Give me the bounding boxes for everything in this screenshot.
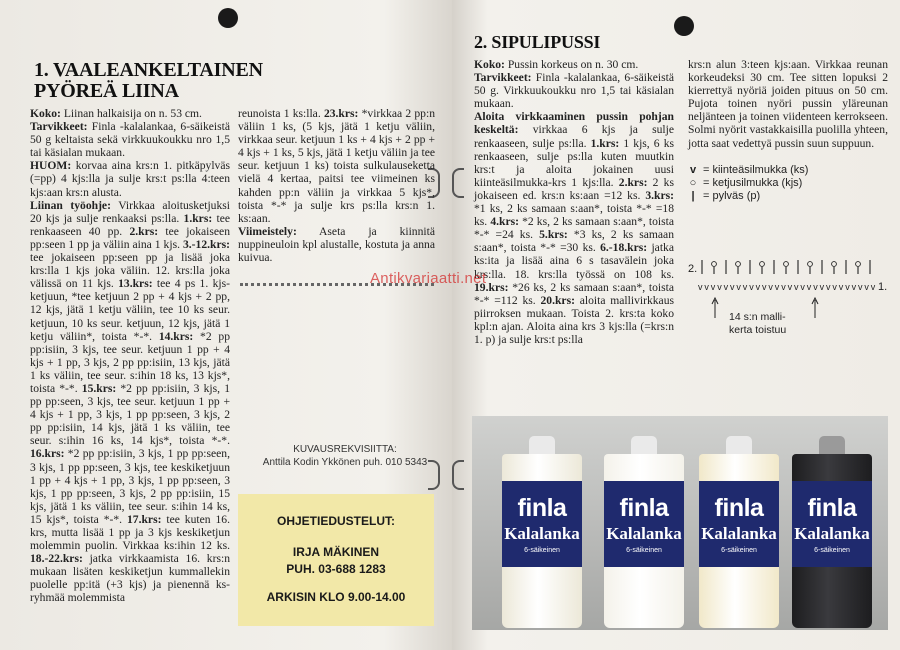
chart-chain-stitch	[712, 262, 717, 267]
legend-text: = kiinteäsilmukka (ks)	[703, 164, 809, 176]
chart-single-crochet: v	[832, 282, 837, 292]
product-sublabel: 6-säikeinen	[626, 546, 662, 554]
product-name: Kalalanka	[701, 523, 777, 543]
chart-single-crochet: v	[845, 282, 850, 292]
binder-hole-icon	[674, 16, 694, 36]
pattern-title	[34, 60, 263, 102]
chart-row-1	[698, 282, 876, 292]
chart-single-crochet: v	[806, 282, 812, 292]
legend-row	[688, 190, 808, 203]
legend-text: = pylväs (p)	[703, 190, 761, 202]
thread-spool	[699, 436, 779, 628]
chart-single-crochet: v	[819, 282, 825, 292]
contact-name: IRJA MÄKINEN	[292, 545, 380, 559]
stitch-chart	[688, 256, 888, 356]
binder-hole-icon	[218, 8, 238, 28]
chart-chain-stitch	[760, 262, 765, 267]
chart-chain-stitch	[856, 262, 861, 267]
spool-label	[699, 481, 779, 567]
chart-single-crochet: v	[774, 282, 780, 292]
product-sublabel: 6-säikeinen	[814, 546, 850, 554]
brand-name: finla	[619, 493, 669, 522]
chart-single-crochet: v	[742, 282, 748, 292]
staple-icon	[452, 460, 464, 490]
chart-single-crochet: v	[870, 282, 876, 292]
legend-symbol: |	[691, 190, 695, 202]
instruction-paragraph: Koko: Pussin korkeus on n. 30 cm.	[474, 58, 639, 71]
product-sublabel: 6-säikeinen	[721, 546, 757, 554]
contact-box	[238, 494, 434, 626]
thread-spool	[502, 436, 582, 628]
chart-single-crochet: v	[864, 282, 869, 292]
chart-single-crochet: v	[800, 282, 805, 292]
thread-spool	[792, 436, 872, 628]
chart-single-crochet: v	[723, 282, 729, 292]
product-name: Kalalanka	[606, 523, 682, 543]
chart-single-crochet: v	[762, 282, 767, 292]
instruction-paragraph: Tarvikkeet: Finla -kalalankaa, 6-säikeistä 50 g. Virkkuukoukku nro 1,5 tai käsialan mukaan.	[474, 71, 674, 111]
chart-single-crochet: v	[826, 282, 831, 292]
chart-single-crochet: v	[858, 282, 863, 292]
instruction-paragraph: Viimeistely: Aseta ja kiinnitä nuppineuloin kpl alustalle, kostuta ja anna kuivua.	[238, 224, 435, 265]
symbol-legend	[688, 164, 808, 203]
brand-name: finla	[517, 493, 567, 522]
photo-credits	[250, 443, 440, 469]
thread-spool	[604, 436, 684, 628]
spool-label	[502, 481, 582, 567]
chart-single-crochet: v	[794, 282, 799, 292]
title-line: PYÖREÄ LIINA	[34, 80, 179, 102]
caption-line: 14 s:n malli-	[729, 311, 786, 323]
chart-single-crochet: v	[704, 282, 709, 292]
chart-row-label: 2.	[688, 263, 698, 275]
chart-single-crochet: v	[813, 282, 818, 292]
pattern-title: 2. SIPULIPUSSI	[474, 32, 601, 52]
spool-label	[604, 481, 684, 567]
legend-symbol: v	[689, 164, 697, 176]
chart-single-crochet: v	[755, 282, 761, 292]
chart-single-crochet: v	[768, 282, 773, 292]
instruction-paragraph: Tarvikkeet: Finla -kalalankaa, 6-säikeistä 50 g keltaista sekä virkkuukoukku nro 1,5 tai käsialan mukaan.	[30, 120, 230, 160]
chart-chain-stitch	[784, 262, 789, 267]
instruction-paragraph: Liinan työohje: Virkkaa aloitusketjuksi 20 kjs ja sulje renkaaksi ps:lla. 1.krs: tee renkaaseen 40 pp. 2.krs: tee jokaiseen pp:seen 1 pp ja väliin aina 1 kjs. 3.-12.krs: tee jokaiseen pp:seen pp ja lisää joka krs:lla 1 kjs joka väliin. 12. krs:lla joka välissä on 11 kjs. 13.krs: tee 4 ps 1. kjs-ketjuun, *tee ketjuun 2 pp + 4 kjs + 2 pp, 12 kjs, jätä 1 ketju väliin, tee 10 ks seur. ketjuun, 10 ks seur. ketjuun, 12 kjs, jätä 1 ketju väliin*, toista *-*. 14.krs: *2 pp pp:isiin, 3 kjs, tee seur. ketjuun 1 pp + 4 kjs + 1 pp, 3 kjs, 2 pp pp:isiin, 13 kjs, jätä 1 ks väliin, tee seur. s:ihin 18 ks, 13 kjs*, toista *-*. 15.krs: *2 pp pp:isiin, 3 kjs, 1 pp pp:seen, 3 kjs, tee seur. ketjuun 1 pp + 4 kjs + 1 pp, 3 kjs, 1 pp pp:seen, 3 kjs, 2 pp pp:isiin, 14 kjs, jätä 1 ks väliin, tee seur. s:ihin 16 ks, 14 kjs*, toista *-*. 16.krs: *2 pp pp:isiin, 3 kjs, 1 pp pp:seen, 3 kjs, 1 pp pp:seen, 3 kjs, tee keskiketjuun 1 pp + 4 kjs + 1 pp, 3 kjs, 1 pp pp:seen, 3 kjs, 1 pp pp:seen, 3 kjs, 2 pp pp:isiin, 15 kjs, jätä 1 ks väliin, tee seur. s:ihin 14 ks, 15 kjs*, toista *-*. 17.krs: tee kuten 16. krs, mutta lisää 1 pp ja 3 kjs keskiketjun molemmin puolin. Virkkaa ks:ihin 12 ks. 18.-22.krs: jatka virkkaamista 16. krs:n mukaan lisäten keskiketjun kummallekin puolelle pp:itä (+3 kjs) ja pienennä ks-ryhmää molemmista	[30, 198, 230, 605]
contact-phone: PUH. 03-688 1283	[286, 562, 386, 576]
caption-line: kerta toistuu	[729, 324, 787, 336]
legend-symbol: ○	[689, 177, 697, 189]
chart-single-crochet: v	[851, 282, 857, 292]
legend-row	[688, 177, 808, 190]
chart-single-crochet: v	[749, 282, 754, 292]
spool-label	[792, 481, 872, 567]
contact-heading: OHJETIEDUSTELUT:	[276, 514, 395, 528]
chart-single-crochet: v	[736, 282, 741, 292]
instructions-column-1	[474, 58, 674, 346]
product-photo	[472, 416, 888, 630]
staple-icon	[452, 168, 464, 198]
chart-single-crochet: v	[838, 282, 844, 292]
chart-row-label: 1.	[878, 281, 888, 293]
chart-single-crochet: v	[781, 282, 786, 292]
instructions-column-1	[30, 107, 230, 605]
brand-name: finla	[714, 493, 764, 522]
contact-hours: ARKISIN KLO 9.00-14.00	[266, 590, 406, 604]
chart-row-2	[702, 260, 870, 274]
credits-text: Anttila Kodin Ykkönen puh. 010 5343	[262, 457, 428, 468]
instructions-column-2	[688, 58, 888, 150]
product-name: Kalalanka	[794, 523, 870, 543]
legend-row	[688, 164, 808, 177]
product-sublabel: 6-säikeinen	[524, 546, 560, 554]
chart-single-crochet: v	[787, 282, 793, 292]
instructions-column-2	[238, 107, 435, 264]
brand-name: finla	[807, 493, 857, 522]
credits-heading: KUVAUSREKVISIITTA:	[293, 444, 397, 455]
chart-single-crochet: v	[730, 282, 735, 292]
instruction-paragraph: Koko: Liinan halkaisija on n. 53 cm.	[30, 107, 202, 120]
chart-chain-stitch	[808, 262, 813, 267]
watermark-text: Antikvariaatti.net	[370, 270, 487, 287]
chart-single-crochet: v	[717, 282, 722, 292]
chart-single-crochet: v	[698, 282, 703, 292]
legend-text: = ketjusilmukka (kjs)	[703, 177, 803, 189]
instruction-paragraph: HUOM: korvaa aina krs:n 1. pitkäpylväs (=pp) 4 kjs:lla ja sulje krs:t ps:lla 4:teen kjs:aan krs:n alusta.	[30, 159, 230, 199]
chart-single-crochet: v	[710, 282, 716, 292]
chart-chain-stitch	[832, 262, 837, 267]
title-line: 1. VAALEANKELTAINEN	[34, 59, 263, 81]
chart-chain-stitch	[736, 262, 741, 267]
product-name: Kalalanka	[504, 523, 580, 543]
chart-caption	[729, 311, 786, 337]
instruction-paragraph: Aloita virkkaaminen pussin pohjan keskeltä: virkkaa 6 kjs ja sulje renkaaseen, sulje ps:lla. 1.krs: 1 kjs, 6 ks renkaaseen, sulje ps:lla kuten muutkin krs:t ja aloita jokainen uusi kiinteäsilmukka-krs 1 kjs:lla. 2.krs: 2 ks jokaiseen ed. krs:n ks:aan =12 ks. 3.krs: *1 ks, 2 ks samaan s:aan*, toista *-* =18 ks. 4.krs: *2 ks, 2 ks samaan s:aan*, toista *-* =24 ks. 5.krs: *3 ks, 2 ks samaan s:aan*, toista *-* =30 ks. 6.-18.krs: jatka ks:ita ja lisää aina 6 s tasavälein joka krs:lla. 18. krs:lla työssä on 108 ks. 19.krs: *26 ks, 2 ks samaan s:aan*, toista *-* =112 ks. 20.krs: aloita mallivirkkaus piirroksen mukaan. Toista 2. krs:ta koko kpl:n ajan. Aloita aina krs 3 kjs:lla (=krs:n 1. p) ja sulje krs:t ps:lla	[474, 110, 675, 346]
instruction-paragraph: krs:n alun 3:teen kjs:aan. Virkkaa reunan korkeudeksi 30 cm. Tee sitten lopuksi 2 kierrettyä nyöriä joiden pituus on 50 cm. Pujota toinen nyöri pussin yläreunan neljänteen ja toinen viidenteen kerrokseen. Solmi nyörit vastakkaisilla puolilla yhteen, jotta saat vedettyä pussin suun suppuun.	[688, 58, 888, 150]
instruction-paragraph: reunoista 1 ks:lla. 23.krs: *virkkaa 2 pp:n väliin 1 ks, (5 kjs, jätä 1 ketju väliin, virkkaa seur. ketjuun 1 ks + 4 kjs + 2 pp + 4 kjs + 1 ks, 5 kjs, jätä 1 ketju väliin ja tee seur. ketjuun 1 ks) toista sulkulauseketta vielä 4 kertaa, paitsi tee viimeinen ks kahden pp:n väliin ja virkkaa 5 kjs*, toista *-* ja sulje krs ps:lla krs:n 1. ks:aan.	[238, 107, 435, 225]
